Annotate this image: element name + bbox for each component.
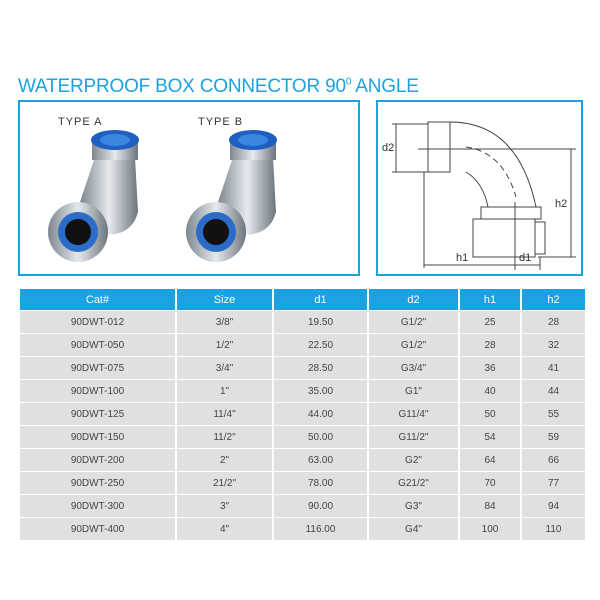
cell-cat: 90DWT-012 [20,311,175,333]
table-row [20,472,585,494]
cell-d2: G11/2" [369,426,458,448]
header-d1: d1 [274,289,367,310]
cell-h2: 44 [522,380,585,402]
cell-h2: 41 [522,357,585,379]
h2-label: h2 [555,198,568,210]
cell-h2: 32 [522,334,585,356]
cell-size: 4" [177,518,272,540]
cell-d2: G21/2" [369,472,458,494]
cell-d1: 22.50 [274,334,367,356]
cell-cat: 90DWT-150 [20,426,175,448]
cell-size: 21/2" [177,472,272,494]
cell-h2: 55 [522,403,585,425]
page-title: WATERPROOF BOX CONNECTOR $90^0$ ANGLE [18,76,419,97]
cell-d1: 90.00 [274,495,367,517]
cell-d2: G11/4" [369,403,458,425]
cell-h2: 28 [522,311,585,333]
h1-label: h1 [456,252,469,264]
cell-h1: 40 [460,380,520,402]
cell-size: 3/4" [177,357,272,379]
cell-cat: 90DWT-200 [20,449,175,471]
cell-h2: 77 [522,472,585,494]
table-row [20,403,585,425]
specification-table [18,288,587,541]
cell-h1: 54 [460,426,520,448]
cell-h1: 36 [460,357,520,379]
cell-size: 2" [177,449,272,471]
cell-d2: G2" [369,449,458,471]
header-h1: h1 [460,289,520,310]
cell-cat: 90DWT-300 [20,495,175,517]
header-h2: h2 [522,289,585,310]
type-b-label: TYPE B [198,116,244,128]
cell-h1: 84 [460,495,520,517]
cell-size: 1" [177,380,272,402]
product-photo-panel [18,100,360,276]
table-row [20,518,585,540]
cell-h1: 28 [460,334,520,356]
table-row [20,449,585,471]
cell-h2: 59 [522,426,585,448]
dimension-drawing [378,102,581,274]
table-row [20,495,585,517]
table-row [20,380,585,402]
cell-d2: G1" [369,380,458,402]
table-row [20,334,585,356]
cell-cat: 90DWT-250 [20,472,175,494]
cell-d1: 44.00 [274,403,367,425]
cell-d1: 19.50 [274,311,367,333]
d1-label: d1 [519,252,532,264]
cell-h1: 50 [460,403,520,425]
cell-h2: 110 [522,518,585,540]
cell-cat: 90DWT-400 [20,518,175,540]
cell-d2: G3/4" [369,357,458,379]
header-size: Size [177,289,272,310]
cell-h1: 100 [460,518,520,540]
cell-d1: 50.00 [274,426,367,448]
cell-h1: 25 [460,311,520,333]
table-header-row [20,289,585,310]
type-b-connector [186,130,277,262]
cell-cat: 90DWT-075 [20,357,175,379]
table-row [20,311,585,333]
cell-size: 11/4" [177,403,272,425]
type-a-label: TYPE A [58,116,103,128]
cell-cat: 90DWT-100 [20,380,175,402]
cell-d2: G1/2" [369,311,458,333]
cell-size: 3" [177,495,272,517]
cell-d2: G4" [369,518,458,540]
cell-size: 11/2" [177,426,272,448]
cell-d1: 63.00 [274,449,367,471]
cell-d1: 116.00 [274,518,367,540]
cell-size: 1/2" [177,334,272,356]
cell-d1: 28.50 [274,357,367,379]
cell-h1: 70 [460,472,520,494]
cell-h1: 64 [460,449,520,471]
cell-h2: 94 [522,495,585,517]
header-cat: Cat# [20,289,175,310]
type-a-connector [48,130,139,262]
dimension-diagram-panel [376,100,583,276]
table-row [20,357,585,379]
table-row [20,426,585,448]
cell-d2: G3" [369,495,458,517]
cell-size: 3/8" [177,311,272,333]
cell-d1: 35.00 [274,380,367,402]
cell-h2: 66 [522,449,585,471]
cell-cat: 90DWT-050 [20,334,175,356]
d2-label: d2 [382,142,395,154]
cell-cat: 90DWT-125 [20,403,175,425]
header-d2: d2 [369,289,458,310]
connector-photos [20,102,358,274]
cell-d2: G1/2" [369,334,458,356]
cell-d1: 78.00 [274,472,367,494]
